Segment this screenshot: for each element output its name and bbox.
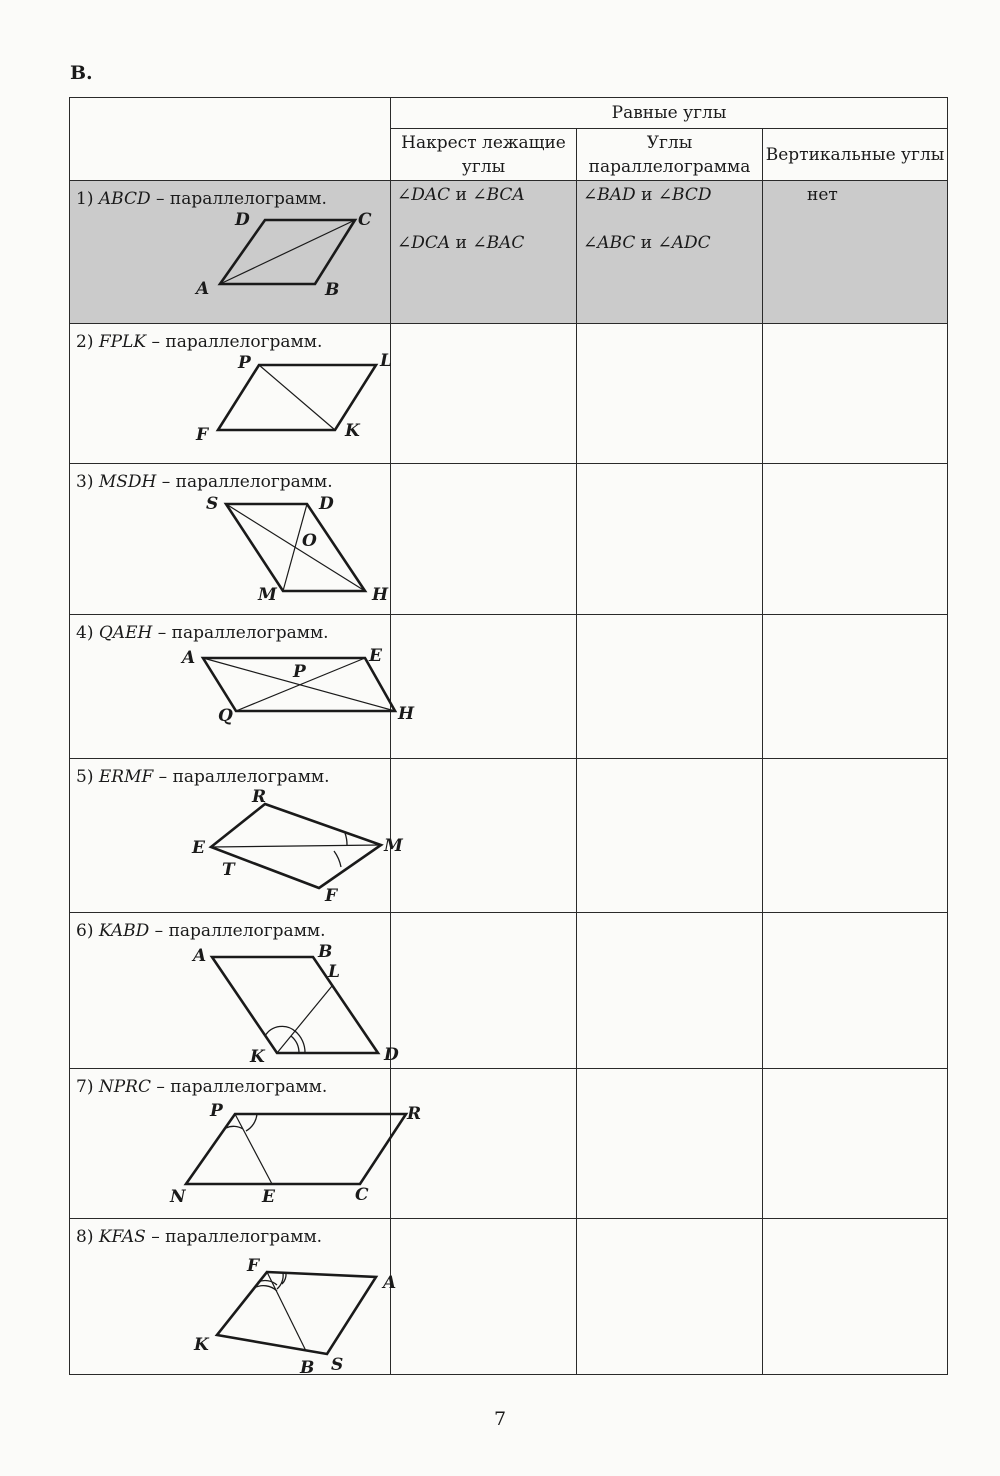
vertex-d-label: D bbox=[384, 1045, 399, 1065]
parallelogram-fplk-figure bbox=[120, 351, 392, 464]
point-o-label: O bbox=[302, 531, 317, 551]
task-3-cell bbox=[70, 464, 391, 615]
task-7-vertical-angles bbox=[763, 1069, 948, 1219]
task-4-cell bbox=[70, 615, 415, 759]
parallelogram-kfas-figure bbox=[120, 1249, 397, 1378]
parallelogram-nprc-figure bbox=[110, 1099, 422, 1219]
vertex-r-label: R bbox=[407, 1104, 422, 1124]
vertex-d-label: D bbox=[319, 494, 334, 514]
task-6-vertical-angles bbox=[763, 913, 948, 1069]
task-3-parallelogram-angles bbox=[577, 464, 763, 615]
point-t-label: T bbox=[222, 860, 235, 880]
vertex-n-label: N bbox=[170, 1187, 186, 1207]
task-1-vertical-angles bbox=[763, 181, 948, 324]
vertex-m-label: M bbox=[258, 585, 277, 605]
task-6-alternate-angles bbox=[391, 913, 577, 1069]
vertex-f-label: F bbox=[247, 1256, 260, 1276]
vertex-e-label: E bbox=[192, 838, 205, 858]
point-b-label: B bbox=[300, 1358, 315, 1378]
task-2-label: 2) FPLK – параллелограмм. bbox=[76, 332, 323, 352]
vertex-h-label: H bbox=[372, 585, 389, 605]
task-7-parallelogram-angles bbox=[577, 1069, 763, 1219]
parallelogram-qaeh-figure bbox=[120, 645, 415, 759]
header-parallelogram-angles: Углы параллелограмма bbox=[577, 129, 763, 181]
answer-1-col3: нет bbox=[807, 185, 838, 205]
task-3-alternate-angles bbox=[391, 464, 577, 615]
header-equal-angles: Равные углы bbox=[391, 98, 948, 129]
task-4-alternate-angles bbox=[391, 615, 577, 759]
answer-1-col1-line1: ∠DAC и ∠BCA bbox=[397, 185, 525, 205]
task-3-label: 3) MSDH – параллелограмм. bbox=[76, 472, 333, 492]
task-4-vertical-angles bbox=[763, 615, 948, 759]
vertex-c-label: C bbox=[358, 210, 372, 230]
vertex-d-label: D bbox=[235, 210, 250, 230]
task-1-label: 1) ABCD – параллелограмм. bbox=[76, 189, 327, 209]
task-2-parallelogram-angles bbox=[577, 324, 763, 464]
header-vertical-angles: Вертикальные углы bbox=[763, 129, 948, 181]
task-1-alternate-angles bbox=[391, 181, 577, 324]
vertex-a-label: A bbox=[193, 946, 207, 966]
task-7-cell bbox=[70, 1069, 422, 1219]
task-5-parallelogram-angles bbox=[577, 759, 763, 913]
vertex-a-label: A bbox=[196, 279, 210, 299]
point-e-label: E bbox=[262, 1187, 275, 1207]
parallelogram-abcd-figure bbox=[120, 209, 380, 324]
task-6-label: 6) KABD – параллелограмм. bbox=[76, 921, 326, 941]
task-6-cell bbox=[70, 913, 399, 1069]
task-1-cell bbox=[70, 181, 391, 324]
vertex-f-label: F bbox=[325, 886, 338, 906]
task-7-label: 7) NPRC – параллелограмм. bbox=[76, 1077, 328, 1097]
task-8-label: 8) KFAS – параллелограмм. bbox=[76, 1227, 323, 1247]
section-label: В. bbox=[70, 62, 93, 84]
header-alternate-angles: Накрест лежащие углы bbox=[391, 129, 577, 181]
page-number: 7 bbox=[493, 1408, 507, 1430]
vertex-r-label: R bbox=[252, 787, 267, 807]
task-8-alternate-angles bbox=[391, 1219, 577, 1375]
parallelogram-msdh-figure bbox=[120, 494, 389, 615]
vertex-b-label: B bbox=[318, 942, 333, 962]
task-1-parallelogram-angles bbox=[577, 181, 763, 324]
vertex-a-label: A bbox=[383, 1273, 397, 1293]
vertex-l-label: L bbox=[380, 351, 392, 371]
task-8-vertical-angles bbox=[763, 1219, 948, 1375]
vertex-s-label: S bbox=[206, 494, 219, 514]
vertex-q-label: Q bbox=[218, 706, 233, 726]
vertex-f-label: F bbox=[196, 425, 209, 445]
equal-angles-table bbox=[69, 97, 948, 1378]
header-empty-cell bbox=[70, 98, 391, 181]
vertex-e-label: E bbox=[369, 646, 382, 666]
vertex-k-label: K bbox=[250, 1047, 265, 1067]
answer-1-col2-line1: ∠BAD и ∠BCD bbox=[583, 185, 712, 205]
point-p-label: P bbox=[293, 662, 306, 682]
parallelogram-ermf-figure bbox=[120, 787, 403, 913]
vertex-c-label: C bbox=[355, 1185, 369, 1205]
point-l-label: L bbox=[328, 962, 340, 982]
vertex-k-label: K bbox=[194, 1335, 209, 1355]
vertex-m-label: M bbox=[384, 836, 403, 856]
task-2-alternate-angles bbox=[391, 324, 577, 464]
task-6-parallelogram-angles bbox=[577, 913, 763, 1069]
vertex-h-label: H bbox=[398, 704, 415, 724]
vertex-a-label: A bbox=[182, 648, 196, 668]
vertex-b-label: B bbox=[325, 280, 340, 300]
task-8-cell bbox=[70, 1219, 397, 1378]
task-5-cell bbox=[70, 759, 403, 913]
answer-1-col2-line2: ∠ABC и ∠ADC bbox=[583, 233, 711, 253]
task-7-alternate-angles bbox=[391, 1069, 577, 1219]
parallelogram-kabd-figure bbox=[120, 942, 399, 1069]
task-4-parallelogram-angles bbox=[577, 615, 763, 759]
vertex-k-label: K bbox=[345, 421, 360, 441]
task-5-label: 5) ERMF – параллелограмм. bbox=[76, 767, 330, 787]
task-3-vertical-angles bbox=[763, 464, 948, 615]
task-2-vertical-angles bbox=[763, 324, 948, 464]
task-5-vertical-angles bbox=[763, 759, 948, 913]
task-8-parallelogram-angles bbox=[577, 1219, 763, 1375]
vertex-p-label: P bbox=[238, 353, 251, 373]
vertex-s-label: S bbox=[331, 1355, 344, 1375]
task-2-cell bbox=[70, 324, 391, 464]
answer-1-col1-line2: ∠DCA и ∠BAC bbox=[397, 233, 525, 253]
task-4-label: 4) QAEH – параллелограмм. bbox=[76, 623, 329, 643]
vertex-p-label: P bbox=[210, 1101, 223, 1121]
task-5-alternate-angles bbox=[391, 759, 577, 913]
